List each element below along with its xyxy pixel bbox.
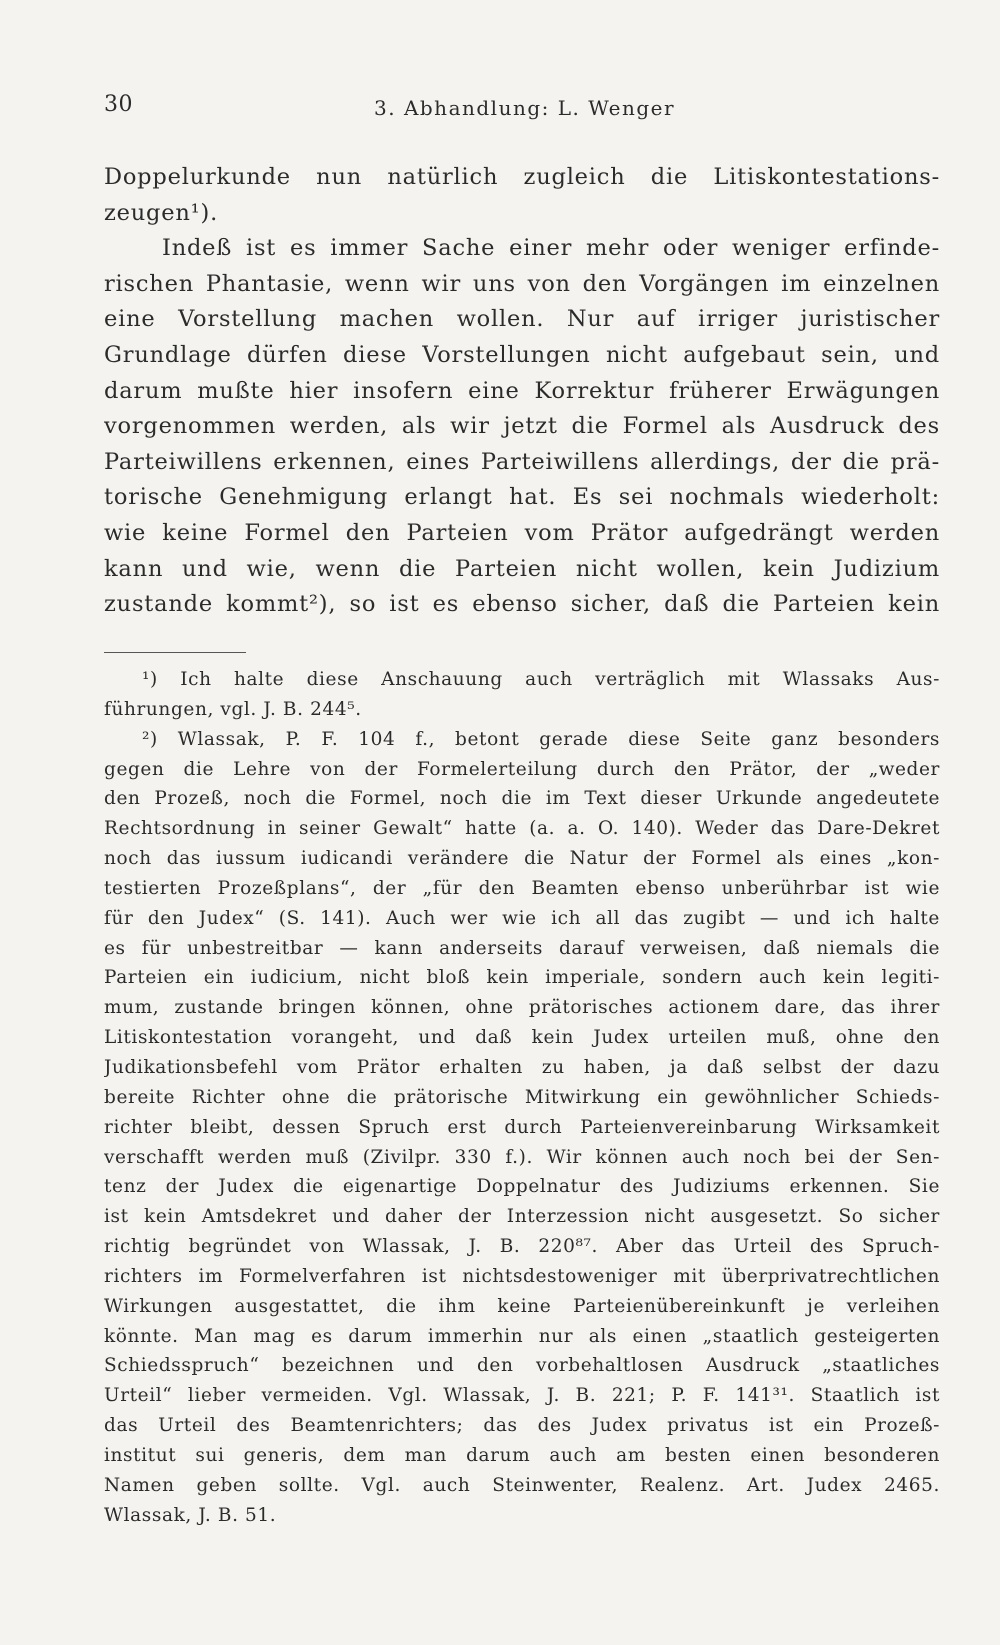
footnote-line: es für unbestreitbar — kann anderseits darauf verweisen, daß niemals die: [104, 937, 940, 959]
footnote-divider: [104, 652, 246, 653]
page-header: [104, 92, 940, 126]
footnote-line: richter bleibt, dessen Spruch erst durch Parteienvereinbarung Wirksamkeit: [104, 1116, 940, 1138]
body-line: kann und wie, wenn die Parteien nicht wollen, kein Judizium: [104, 555, 940, 582]
footnote-line: Schiedsspruch“ bezeichnen und den vorbehaltlosen Ausdruck „staatliches: [104, 1355, 940, 1377]
footnote-line: bereite Richter ohne die prätorische Mitwirkung ein gewöhnlicher Schieds-: [104, 1086, 940, 1108]
footnote-line: noch das iussum iudicandi verändere die Natur der Formel als eines „kon-: [104, 848, 940, 870]
body-line: Grundlage dürfen diese Vorstellungen nicht aufgebaut sein, und: [104, 341, 940, 368]
body-text: [104, 160, 940, 623]
footnote-line: Rechtsordnung in seiner Gewalt“ hatte (a. a. O. 140). Weder das Dare-Dekret: [104, 818, 940, 840]
footnote-line: Wirkungen ausgestattet, die ihm keine Parteienübereinkunft je verleihen: [104, 1295, 940, 1317]
body-line: eine Vorstellung machen wollen. Nur auf irriger juristischer: [104, 306, 940, 333]
body-line: Doppelurkunde nun natürlich zugleich die Litiskontestations-: [104, 164, 940, 190]
footnote-line: testierten Prozeßplans“, der „für den Beamten ebenso unberührbar ist wie: [104, 877, 940, 899]
body-line: Indeß ist es immer Sache einer mehr oder weniger erfinde-: [162, 235, 940, 262]
body-line: Parteiwillens erkennen, eines Parteiwillens allerdings, der die prä-: [104, 448, 940, 475]
footnote-line: Parteien ein iudicium, nicht bloß kein imperiale, sondern auch kein legiti-: [104, 967, 940, 989]
footnote-line: ¹) Ich halte diese Anschauung auch verträglich mit Wlassaks Aus-: [142, 669, 940, 690]
footnote-line: richters im Formelverfahren ist nichtsdestoweniger mit überprivatrechtlichen: [104, 1265, 940, 1287]
footnote-line: für den Judex“ (S. 141). Auch wer wie ich all das zugibt — und ich halte: [104, 907, 940, 929]
footnote-line: könnte. Man mag es darum immerhin nur als einen „staatlich gesteigerten: [104, 1325, 940, 1347]
footnote-line: richtig begründet von Wlassak, J. B. 220⁸⁷. Aber das Urteil des Spruch-: [104, 1236, 940, 1258]
body-line: rischen Phantasie, wenn wir uns von den Vorgängen im einzelnen: [104, 270, 940, 297]
page-number: 30: [104, 92, 133, 117]
footnote-line: verschafft werden muß (Zivilpr. 330 f.). Wir können auch noch bei der Sen-: [104, 1146, 940, 1168]
footnote-line: mum, zustande bringen können, ohne prätorisches actionem dare, das ihrer: [104, 997, 940, 1019]
footnote-line: das Urteil des Beamtenrichters; das des Judex privatus ist ein Prozeß-: [104, 1415, 940, 1437]
footnote-line: Urteil“ lieber vermeiden. Vgl. Wlassak, J. B. 221; P. F. 141³¹. Staatlich ist: [104, 1385, 940, 1407]
footnote-line: institut sui generis, dem man darum auch am besten einen besonderen: [104, 1444, 940, 1466]
footnote-line: tenz der Judex die eigenartige Doppelnatur des Judiziums erkennen. Sie: [104, 1176, 940, 1198]
body-line: vorgenommen werden, als wir jetzt die Formel als Ausdruck des: [104, 413, 940, 440]
footnote-line: Namen geben sollte. Vgl. auch Steinwenter, Realenz. Art. Judex 2465.: [104, 1474, 940, 1496]
footnote-line: Litiskontestation vorangeht, und daß kein Judex urteilen muß, ohne den: [104, 1027, 940, 1049]
footnote-line: ist kein Amtsdekret und daher der Interzession nicht ausgesetzt. So sicher: [104, 1206, 940, 1228]
running-head: 3. Abhandlung: L. Wenger: [374, 96, 676, 120]
footnote-line: führungen, vgl. J. B. 244⁵.: [104, 698, 362, 720]
footnote-line: den Prozeß, noch die Formel, noch die im Text dieser Urkunde angedeutete: [104, 788, 940, 810]
footnote-line: Wlassak, J. B. 51.: [104, 1504, 277, 1526]
body-line: wie keine Formel den Parteien vom Prätor aufgedrängt werden: [104, 519, 940, 546]
body-line: zustande kommt²), so ist es ebenso sicher, daß die Parteien kein: [104, 591, 940, 618]
body-line: zeugen¹).: [104, 199, 219, 226]
footnotes: [104, 665, 940, 1530]
body-line: torische Genehmigung erlangt hat. Es sei nochmals wiederholt:: [104, 484, 940, 511]
footnote-line: ²) Wlassak, P. F. 104 f., betont gerade diese Seite ganz besonders: [142, 728, 940, 750]
footnote-line: gegen die Lehre von der Formelerteilung durch den Prätor, der „weder: [104, 758, 940, 780]
body-line: darum mußte hier insofern eine Korrektur früherer Erwägungen: [104, 377, 940, 404]
footnote-line: Judikationsbefehl vom Prätor erhalten zu haben, ja daß selbst der dazu: [104, 1056, 940, 1078]
